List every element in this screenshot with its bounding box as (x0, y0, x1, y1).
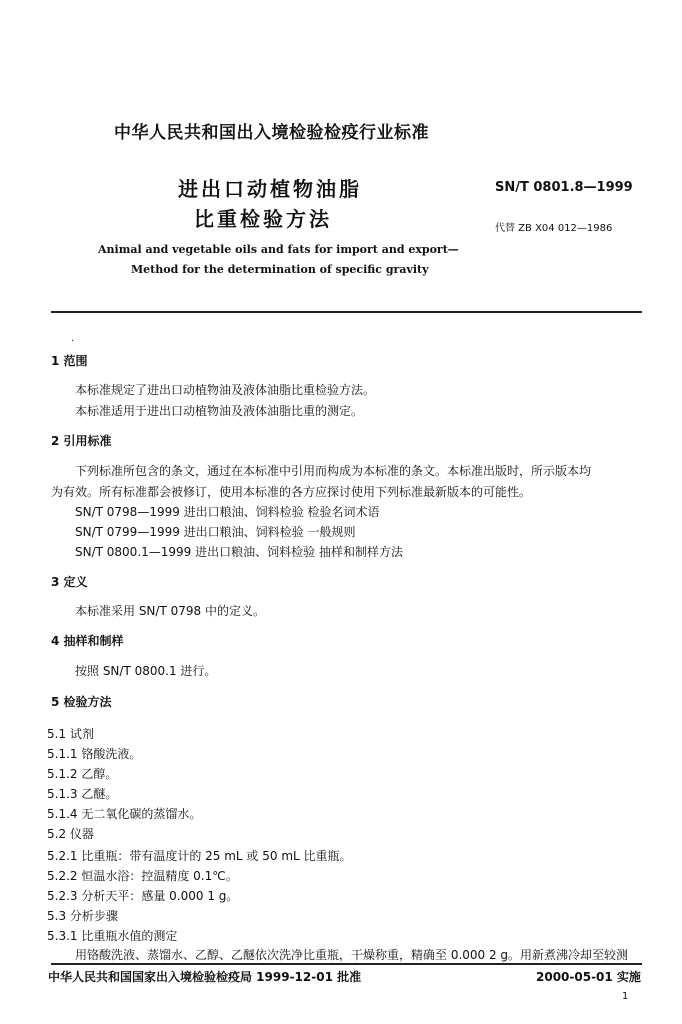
section-5-heading: 5 检验方法 (51, 695, 112, 709)
approval-statement: 中华人民共和国国家出入境检验检疫局 1999-12-01 批准 (48, 970, 362, 984)
clause-5-1-2: 5.1.2 乙醇。 (47, 767, 118, 781)
section-4-para-1: 按照 SN/T 0800.1 进行。 (75, 664, 217, 678)
header-divider (51, 311, 642, 313)
title-en-line2: Method for the determination of specific gravity (131, 263, 429, 276)
replaces-standard: 代替 ZB X04 012—1986 (495, 223, 613, 234)
implementation-date: 2000-05-01 实施 (536, 970, 641, 984)
reference-3: SN/T 0800.1—1999 进出口粮油、饲料检验 抽样和制样方法 (75, 545, 403, 559)
title-en-line1: Animal and vegetable oils and fats for import and export— (98, 243, 459, 256)
section-1-para-1: 本标准规定了进出口动植物油及液体油脂比重检验方法。 (75, 383, 376, 397)
scan-speck: · (71, 336, 75, 347)
section-2-heading: 2 引用标准 (51, 434, 112, 448)
title-cn-line1: 进出口动植物油脂 (178, 177, 362, 201)
section-4-heading: 4 抽样和制样 (51, 634, 124, 648)
standard-code: SN/T 0801.8—1999 (495, 180, 633, 195)
clause-5-1: 5.1 试剂 (47, 727, 94, 741)
reference-1: SN/T 0798—1999 进出口粮油、饲料检验 检验名词术语 (75, 505, 380, 519)
clause-5-2: 5.2 仪器 (47, 827, 94, 841)
clause-5-1-4: 5.1.4 无二氧化碳的蒸馏水。 (47, 807, 202, 821)
clause-5-3: 5.3 分析步骤 (47, 909, 118, 923)
page-number: 1 (622, 991, 629, 1002)
clause-5-1-1: 5.1.1 铬酸洗液。 (47, 747, 142, 761)
section-3-para-1: 本标准采用 SN/T 0798 中的定义。 (75, 604, 265, 618)
section-2-para-2: 为有效。所有标准都会被修订，使用本标准的各方应探讨使用下列标准最新版本的可能性。 (51, 485, 532, 499)
section-2-para-1: 下列标准所包含的条文，通过在本标准中引用而构成为本标准的条文。本标准出版时，所示版本均 (75, 464, 592, 478)
issuing-body-header: 中华人民共和国出入境检验检疫行业标准 (114, 123, 429, 143)
section-3-heading: 3 定义 (51, 575, 88, 589)
clause-5-3-1-para: 用铬酸洗液、蒸馏水、乙醇、乙醚依次洗净比重瓶，干燥称重，精确至 0.000 2 g。用新煮沸冷却至较测 (75, 948, 629, 962)
footer-divider (51, 963, 642, 965)
clause-5-2-3: 5.2.3 分析天平：感量 0.000 1 g。 (47, 889, 239, 903)
section-1-heading: 1 范围 (51, 354, 88, 368)
section-1-para-2: 本标准适用于进出口动植物油及液体油脂比重的测定。 (75, 404, 364, 418)
clause-5-1-3: 5.1.3 乙醚。 (47, 787, 118, 801)
clause-5-2-2: 5.2.2 恒温水浴：控温精度 0.1℃。 (47, 869, 238, 883)
reference-2: SN/T 0799—1999 进出口粮油、饲料检验 一般规则 (75, 525, 356, 539)
title-cn-line2: 比重检验方法 (194, 207, 332, 231)
clause-5-3-1: 5.3.1 比重瓶水值的测定 (47, 929, 178, 943)
clause-5-2-1: 5.2.1 比重瓶：带有温度计的 25 mL 或 50 mL 比重瓶。 (47, 849, 352, 863)
